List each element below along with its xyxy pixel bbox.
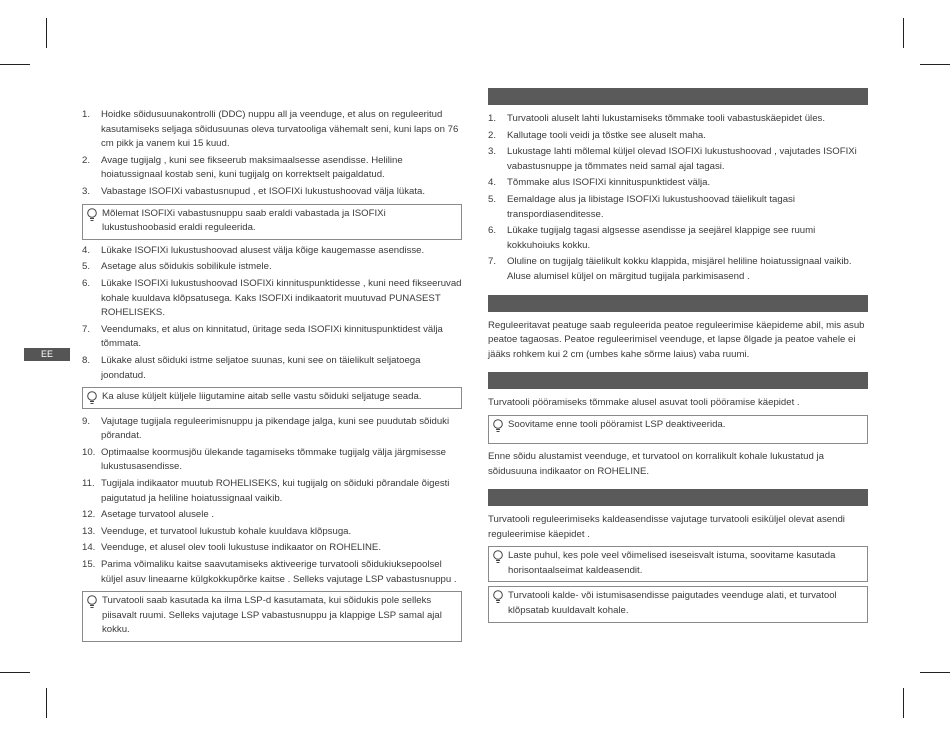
list-item: 1. Turvatooli aluselt lahti lukustamiseks tõmmake tooli vabastuskäepidet üles. [488, 113, 825, 124]
list-item: 11. Tugijala indikaator muutub ROHELISEKS, kui tugijalg on sõiduki põrandale õigesti paigutatud ja heliline hoiatussignaal vaikib. [82, 478, 450, 504]
note-box: Turvatooli saab kasutada ka ilma LSP-d kasutamata, kui sõidukis pole selleks piisavalt ruumi. Selleks vajutage LSP vabastusnuppu ja klappige LSP samal ajal kokku. [82, 591, 462, 642]
list-item: 12. Asetage turvatool alusele . [82, 509, 215, 521]
headrest-paragraph: Reguleeritavat peatuge saab reguleerida peatoe reguleerimise käepideme abil, mis asub peatoe tagaosas. Peatoe reguleerimisel veenduge, et lapse õlgade ja peatoe vahele ei jääks rohkem kui 2 cm (umbes kahe sõrme laius) vaba ruumi. [488, 319, 865, 360]
list-item: 2. Kallutage tooli veidi ja tõstke see aluselt maha. [488, 129, 706, 141]
check-paragraph: Enne sõidu alustamist veenduge, et turvatool on korralikult kohale lukustatud ja sõidusuuna indikaator on ROHELINE. [488, 450, 824, 477]
lightbulb-icon [492, 590, 504, 604]
lightbulb-icon [492, 419, 504, 433]
installation-steps-1 [82, 108, 462, 200]
section-header-bar [488, 88, 868, 105]
list-item: 7. Oluline on tugijalg täielikult kokku klappida, misjärel heliline hoiatussignaal vaikib. Aluse alumisel küljel on märgitud tugijala parkimisasend . [488, 256, 852, 282]
lightbulb-icon [86, 391, 98, 405]
note-box: Mõlemat ISOFIXi vabastusnuppu saab eraldi vabastada ja ISOFIXi lukustushoobasid eraldi reguleerida. [82, 204, 462, 240]
installation-steps-2 [82, 244, 462, 383]
rotate-paragraph: Turvatooli pööramiseks tõmmake alusel asuvat tooli pööramise käepidet . [488, 397, 800, 409]
list-item: 8. Lükake alust sõiduki istme seljatoe suunas, kuni see on täielikult seljatoega joondatud. [82, 354, 421, 381]
language-tab: EE [24, 348, 70, 361]
list-item: 13. Veenduge, et turvatool lukustub kohale kuuldava klõpsuga. [82, 525, 352, 537]
lightbulb-icon [86, 208, 98, 222]
list-item: 15. Parima võimaliku kaitse saavutamiseks aktiveerige turvatooli sõidukiuksepoolsel küljel asuv lineaarne külgkokkupõrke kaitse . Selleks vajutage LSP vabastusnuppu . [82, 559, 457, 585]
list-item: 9. Vajutage tugijala reguleerimisnuppu ja pikendage jalga, kuni see puudutab sõiduki põrandat. [82, 415, 450, 442]
recline-paragraph: Turvatooli reguleerimiseks kaldeasendisse vajutage turvatooli esiküljel olevat asendi reguleerimise käepidet . [488, 514, 845, 540]
list-item: 10. Optimaalse koormusjõu ülekande tagamiseks tõmmake tugijalg välja järgmisesse lukustusasendisse. [82, 446, 447, 473]
section-header-bar [488, 489, 868, 506]
lightbulb-icon [492, 550, 504, 564]
crop-mark [903, 18, 904, 48]
right-column [488, 88, 868, 627]
list-item: 14. Veenduge, et alusel olev tooli lukustuse indikaator on ROHELINE. [82, 542, 381, 554]
note-box: Laste puhul, kes pole veel võimelised iseseisvalt istuma, soovitame kasutada horisontaalseimat kaldeasendit. [488, 546, 868, 582]
list-item: 3. Lukustage lahti mõlemal küljel olevad ISOFIXi lukustushoovad , vajutades ISOFIXi vabastusnuppe ja tõmmates neid samal ajal tagasi. [488, 146, 857, 172]
list-item: 7. Veendumaks, et alus on kinnitatud, üritage seda ISOFIXi kinnituspunktidest välja tõmmata. [82, 323, 443, 350]
crop-mark [920, 672, 950, 673]
crop-mark [0, 672, 30, 673]
installation-steps-3 [82, 415, 462, 588]
list-item: 6. Lükake tugijalg tagasi algsesse asendisse ja seejärel klappige see ruumi kokkuhoiuks kokku. [488, 225, 816, 251]
list-item: 5. Asetage alus sõidukis sobilikule istmele. [82, 261, 272, 273]
section-header-bar [488, 372, 868, 389]
crop-mark [46, 18, 47, 48]
section-header-bar [488, 295, 868, 312]
list-item: 1. Hoidke sõidusuunakontrolli (DDC) nuppu all ja veenduge, et alus on reguleeritud kasutamiseks seljaga sõidusuunas oleva turvatooliga vähemalt seni, kuni laps on 76 cm pikk ja vanem kui 15 kuud. [82, 109, 459, 150]
list-item: 6. Lükake ISOFIXi lukustushoovad ISOFIXi kinnituspunktidesse , kuni need fikseeruvad kohale kuuldava klõpsatusega. Kaks ISOFIXi indikaatorit muutuvad PUNASEST ROHELISEKS. [82, 277, 462, 319]
list-item: 5. Eemaldage alus ja libistage ISOFIXi lukustushoovad täielikult tagasi transpordiasenditesse. [488, 193, 795, 220]
crop-mark [46, 688, 47, 718]
list-item: 2. Avage tugijalg , kuni see fikseerub maksimaalsesse asendisse. Heliline hoiatussignaal kostab seni, kuni tugijalg on korrektselt paigaldatud. [82, 154, 403, 181]
removal-steps [488, 112, 868, 285]
list-item: 4. Tõmmake alus ISOFIXi kinnituspunktidest välja. [488, 177, 711, 189]
note-box: Turvatooli kalde- või istumisasendisse paigutades veenduge alati, et turvatool klõpsatab kuuldavalt kohale. [488, 586, 868, 622]
list-item: 3. Vabastage ISOFIXi vabastusnupud , et ISOFIXi lukustushoovad välja lükata. [82, 185, 426, 197]
left-column [82, 108, 462, 646]
crop-mark [903, 688, 904, 718]
list-item: 4. Lükake ISOFIXi lukustushoovad alusest välja kõige kaugemasse asendisse. [82, 244, 425, 256]
crop-mark [0, 64, 30, 65]
crop-mark [920, 64, 950, 65]
note-box: Ka aluse küljelt küljele liigutamine aitab selle vastu sõiduki seljatuge seada. [82, 387, 462, 409]
lightbulb-icon [86, 595, 98, 609]
note-box: Soovitame enne tooli pööramist LSP deaktiveerida. [488, 415, 868, 444]
